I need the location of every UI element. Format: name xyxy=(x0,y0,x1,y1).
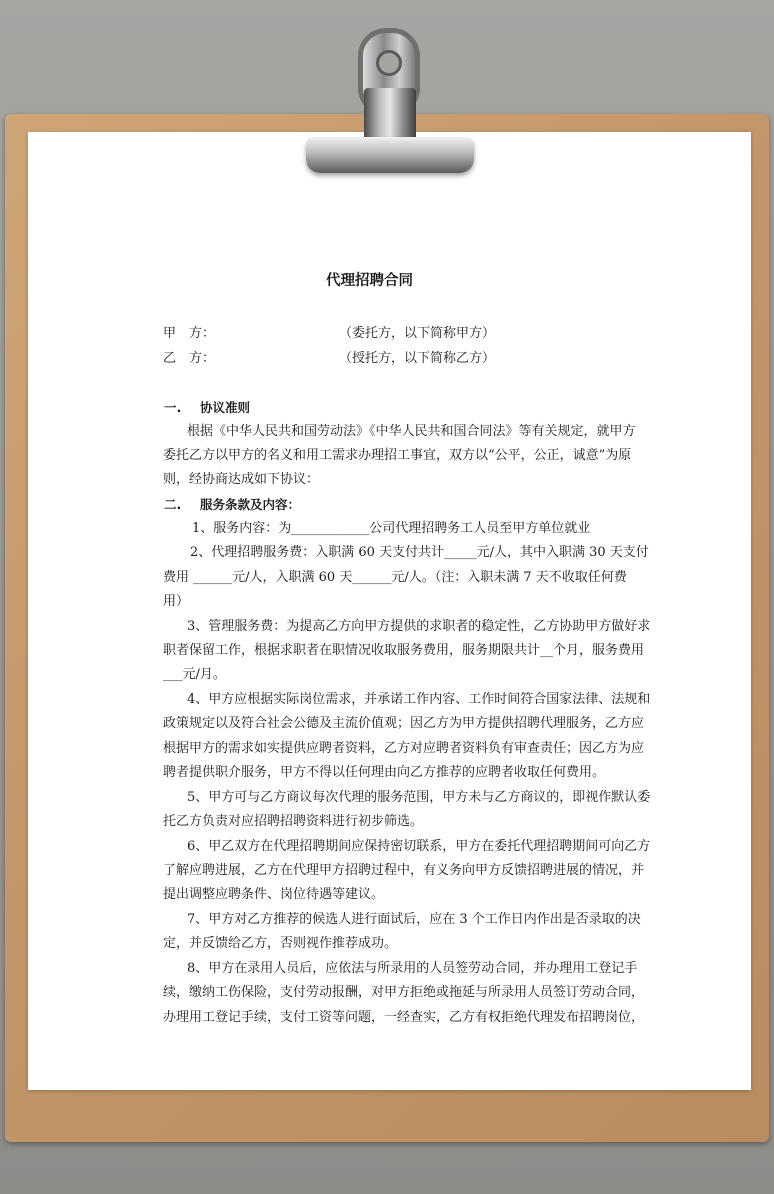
party-a-label: 甲 方： xyxy=(163,326,216,341)
clause-line: 续，缴纳工伤保险，支付劳动报酬，对甲方拒绝或拖延与所录用人员签订劳动合同， xyxy=(163,985,645,1000)
paragraph-line: 根据《中华人民共和国劳动法》《中华人民共和国合同法》等有关规定，就甲方 xyxy=(187,424,636,439)
clause-line: 了解应聘进展，乙方在代理甲方招聘过程中，有义务向甲方反馈招聘进展的情况，并 xyxy=(163,863,645,878)
section-1-title: 协议准则 xyxy=(200,400,251,415)
section-2-title: 服务条款及内容： xyxy=(200,497,301,512)
clause-line: 职者保留工作，根据求职者在职情况收取服务费用，服务期限共计__个月，服务费用 xyxy=(163,643,645,658)
clause-line: 根据甲方的需求如实提供应聘者资料，乙方对应聘者资料负有审查责任；因乙方为应 xyxy=(163,741,645,756)
clause-line: 聘者提供职介服务，甲方不得以任何理由向乙方推荐的应聘者收取任何费用。 xyxy=(163,765,606,780)
binder-clip-base xyxy=(306,137,474,173)
clause-line: 4、甲方应根据实际岗位需求，并承诺工作内容、工作时间符合国家法律、法规和 xyxy=(187,692,651,707)
clause-line: 用） xyxy=(163,594,190,609)
clause-line: 2、代理招聘服务费：入职满 60 天支付共计_____元/人，其中入职满 30 天支付 xyxy=(190,545,649,560)
binder-clip-hole xyxy=(376,50,402,76)
clause-line: 7、甲方对乙方推荐的候选人进行面试后，应在 3 个工作日内作出是否录取的决 xyxy=(187,912,641,927)
clause-line: 托乙方负责对应招聘招聘资料进行初步筛选。 xyxy=(163,814,424,829)
contract-page xyxy=(28,132,751,1090)
party-b-label: 乙 方： xyxy=(163,351,216,366)
clause-line: 6、甲乙双方在代理招聘期间应保持密切联系，甲方在委托代理招聘期间可向乙方 xyxy=(187,839,651,854)
clause-line: ___元/月。 xyxy=(163,667,226,682)
clause-line: 定，并反馈给乙方，否则视作推荐成功。 xyxy=(163,936,398,951)
contract-text xyxy=(28,132,751,1090)
clause-line: 提出调整应聘条件、岗位待遇等建议。 xyxy=(163,887,385,902)
section-1-number: 一. xyxy=(164,400,182,415)
party-b-note: （授托方，以下简称乙方） xyxy=(339,351,496,366)
clause-line: 5、甲方可与乙方商议每次代理的服务范围，甲方未与乙方商议的，即视作默认委 xyxy=(187,790,651,805)
binder-clip-neck xyxy=(364,88,416,144)
party-a-note: （委托方，以下简称甲方） xyxy=(339,326,496,341)
clause-line: 办理用工登记手续，支付工资等问题，一经查实，乙方有权拒绝代理发布招聘岗位， xyxy=(163,1010,645,1025)
clause-line: 8、甲方在录用人员后，应依法与所录用的人员签劳动合同，并办理用工登记手 xyxy=(187,961,638,976)
clause-line: 费用 ______元/人，入职满 60 天______元/人。（注：入职未满 7 天不收取任何费 xyxy=(163,570,627,585)
clause-line: 政策规定以及符合社会公德及主流价值观；因乙方为甲方提供招聘代理服务，乙方应 xyxy=(163,716,645,731)
paragraph-line: 委托乙方以甲方的名义和用工需求办理招工事宜，双方以“公平，公正，诚意”为原 xyxy=(163,448,632,463)
clause-1: 1、服务内容：为____________公司代理招聘务工人员至甲方单位就业 xyxy=(192,521,591,536)
section-2-number: 二. xyxy=(164,497,182,512)
paragraph-line: 则，经协商达成如下协议： xyxy=(163,472,320,487)
document-title: 代理招聘合同 xyxy=(326,273,413,289)
clause-line: 3、管理服务费：为提高乙方向甲方提供的求职者的稳定性，乙方协助甲方做好求 xyxy=(187,619,651,634)
